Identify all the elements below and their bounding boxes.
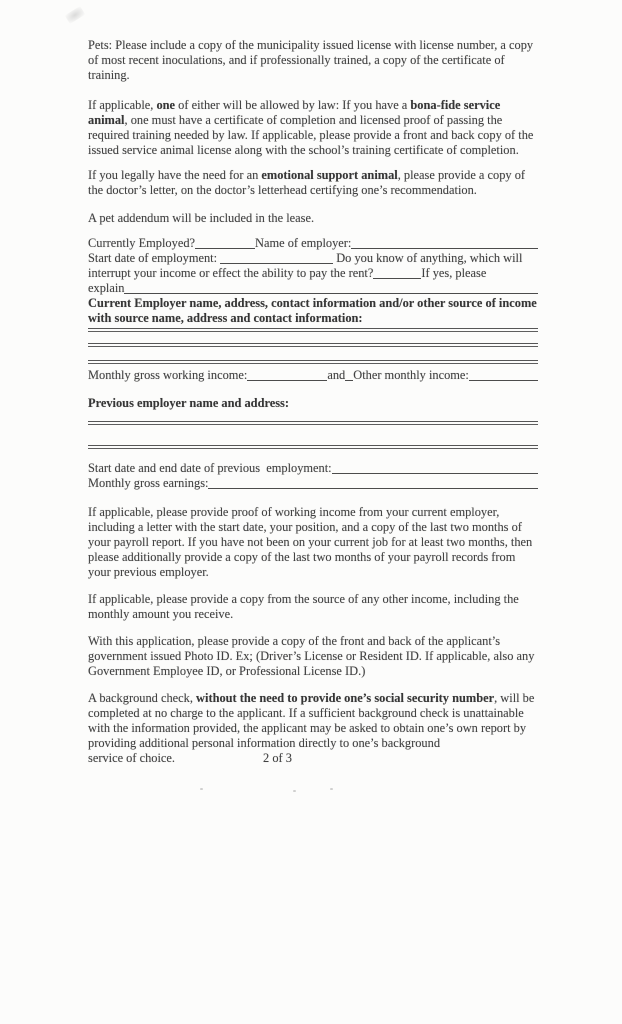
- label-name-of-employer: Name of employer:: [255, 236, 352, 250]
- heading-previous-employer: [88, 396, 538, 411]
- text-run: If you legally have the need for an: [88, 168, 262, 182]
- text-run: A background check,: [88, 691, 197, 705]
- label-and: and: [327, 368, 346, 382]
- question-interrupt-income-part2: interrupt your income or effect the ability to pay the rent?: [88, 266, 374, 280]
- text-run: , will be completed at no charge to the applicant. If a sufficient background check is unattainable with the information provided, the applicant may be asked to obtain one’s own report by providing additional personal information directly to one’s background: [88, 691, 535, 750]
- footer-row: [88, 751, 538, 766]
- heading-current-employer: [88, 296, 538, 326]
- question-interrupt-income-part1: Do you know of anything, which will: [333, 251, 523, 265]
- text-run: of either will be allowed by law: If you have a: [175, 98, 411, 112]
- field-explain: [124, 293, 538, 294]
- label-start-date-of-employment: Start date of employment:: [88, 251, 221, 265]
- form-row-interrupt-income: [88, 266, 538, 281]
- text-run: Current Employer name, address, contact information and/or other source of income with source name, address and contact information:: [88, 296, 537, 325]
- field-currently-employed: [195, 248, 255, 249]
- text-run: one: [156, 98, 176, 112]
- text-run: emotional support animal: [261, 168, 398, 182]
- paragraph-background-check-last-line: service of choice.: [88, 751, 176, 765]
- form-row-monthly-gross-earnings: [88, 476, 538, 491]
- paragraph-proof-of-income: [88, 505, 538, 580]
- label-if-yes-please: If yes, please: [421, 266, 487, 280]
- form-row-start-date: [88, 251, 538, 266]
- field-start-date-of-employment: [220, 263, 333, 264]
- label-monthly-gross-earnings: Monthly gross earnings:: [88, 476, 209, 490]
- scan-speck: [330, 788, 333, 790]
- field-other-monthly-income: [469, 380, 538, 381]
- form-row-monthly-income: [88, 368, 538, 383]
- horizontal-rule: [88, 445, 538, 449]
- label-explain: explain: [88, 281, 125, 295]
- field-name-of-employer: [351, 248, 538, 249]
- document-page: [88, 38, 538, 766]
- page-number: 2 of 3: [263, 751, 292, 765]
- form-row-explain: [88, 281, 538, 296]
- field-monthly-gross-working-income: [247, 380, 327, 381]
- text-run: bona-fide service animal: [88, 98, 501, 127]
- text-run: If applicable, please provide proof of working income from your current employer, including a letter with the start date, your position, and a copy of the last two months of your payroll report. If you have not been on your current job for at least two months, then please additionally provide a copy of the last two months of your payroll records from your previous employer.: [88, 505, 533, 579]
- text-run: Previous employer name and address:: [88, 396, 290, 410]
- form-row-currently-employed: [88, 236, 538, 251]
- text-run: A pet addendum will be included in the lease.: [88, 211, 315, 225]
- field-interrupt-income-yes-no: [373, 278, 421, 279]
- label-previous-employment-dates: Start date and end date of previous employment:: [88, 461, 332, 475]
- label-monthly-gross-working-income: Monthly gross working income:: [88, 368, 248, 382]
- paragraph-other-income: [88, 592, 538, 622]
- horizontal-rule: [88, 421, 538, 425]
- field-monthly-gross-earnings: [208, 488, 538, 489]
- text-run: If applicable,: [88, 98, 157, 112]
- horizontal-rule: [88, 360, 538, 364]
- label-other-monthly-income: Other monthly income:: [353, 368, 469, 382]
- scan-speck: [200, 788, 203, 790]
- text-run: With this application, please provide a copy of the front and back of the applicant’s government issued Photo ID. Ex; (Driver’s License or Resident ID. If applicable, also any Government Employee ID, or Professional License ID.): [88, 634, 535, 678]
- horizontal-rule: [88, 343, 538, 347]
- scan-speck: [293, 790, 296, 792]
- text-run: , please provide a copy of the doctor’s letter, on the doctor’s letterhead certifying one’s recommendation.: [88, 168, 526, 197]
- text-run: If applicable, please provide a copy from the source of any other income, including the monthly amount you receive.: [88, 592, 519, 621]
- paragraph-pet-addendum: [88, 211, 538, 226]
- text-run: , one must have a certificate of completion and licensed proof of passing the required training needed by law. If applicable, please provide a front and back copy of the issued service animal license along with the school’s training certificate of completion.: [88, 113, 534, 157]
- paragraph-photo-id: [88, 634, 538, 679]
- form-row-previous-employment-dates: [88, 461, 538, 476]
- text-run: Pets: Please include a copy of the municipality issued license with license number, a copy of most recent inoculations, and if professionally trained, a copy of the certificate of training.: [88, 38, 534, 82]
- field-previous-employment-dates: [332, 473, 538, 474]
- horizontal-rule: [88, 328, 538, 332]
- paragraph-pets: [88, 38, 538, 83]
- paragraph-service-animal: [88, 98, 538, 158]
- text-run: without the need to provide one’s social security number: [196, 691, 495, 705]
- paragraph-emotional-support: [88, 168, 538, 198]
- scan-smudge: [65, 6, 86, 24]
- label-currently-employed: Currently Employed?: [88, 236, 196, 250]
- paragraph-background-check: [88, 691, 538, 751]
